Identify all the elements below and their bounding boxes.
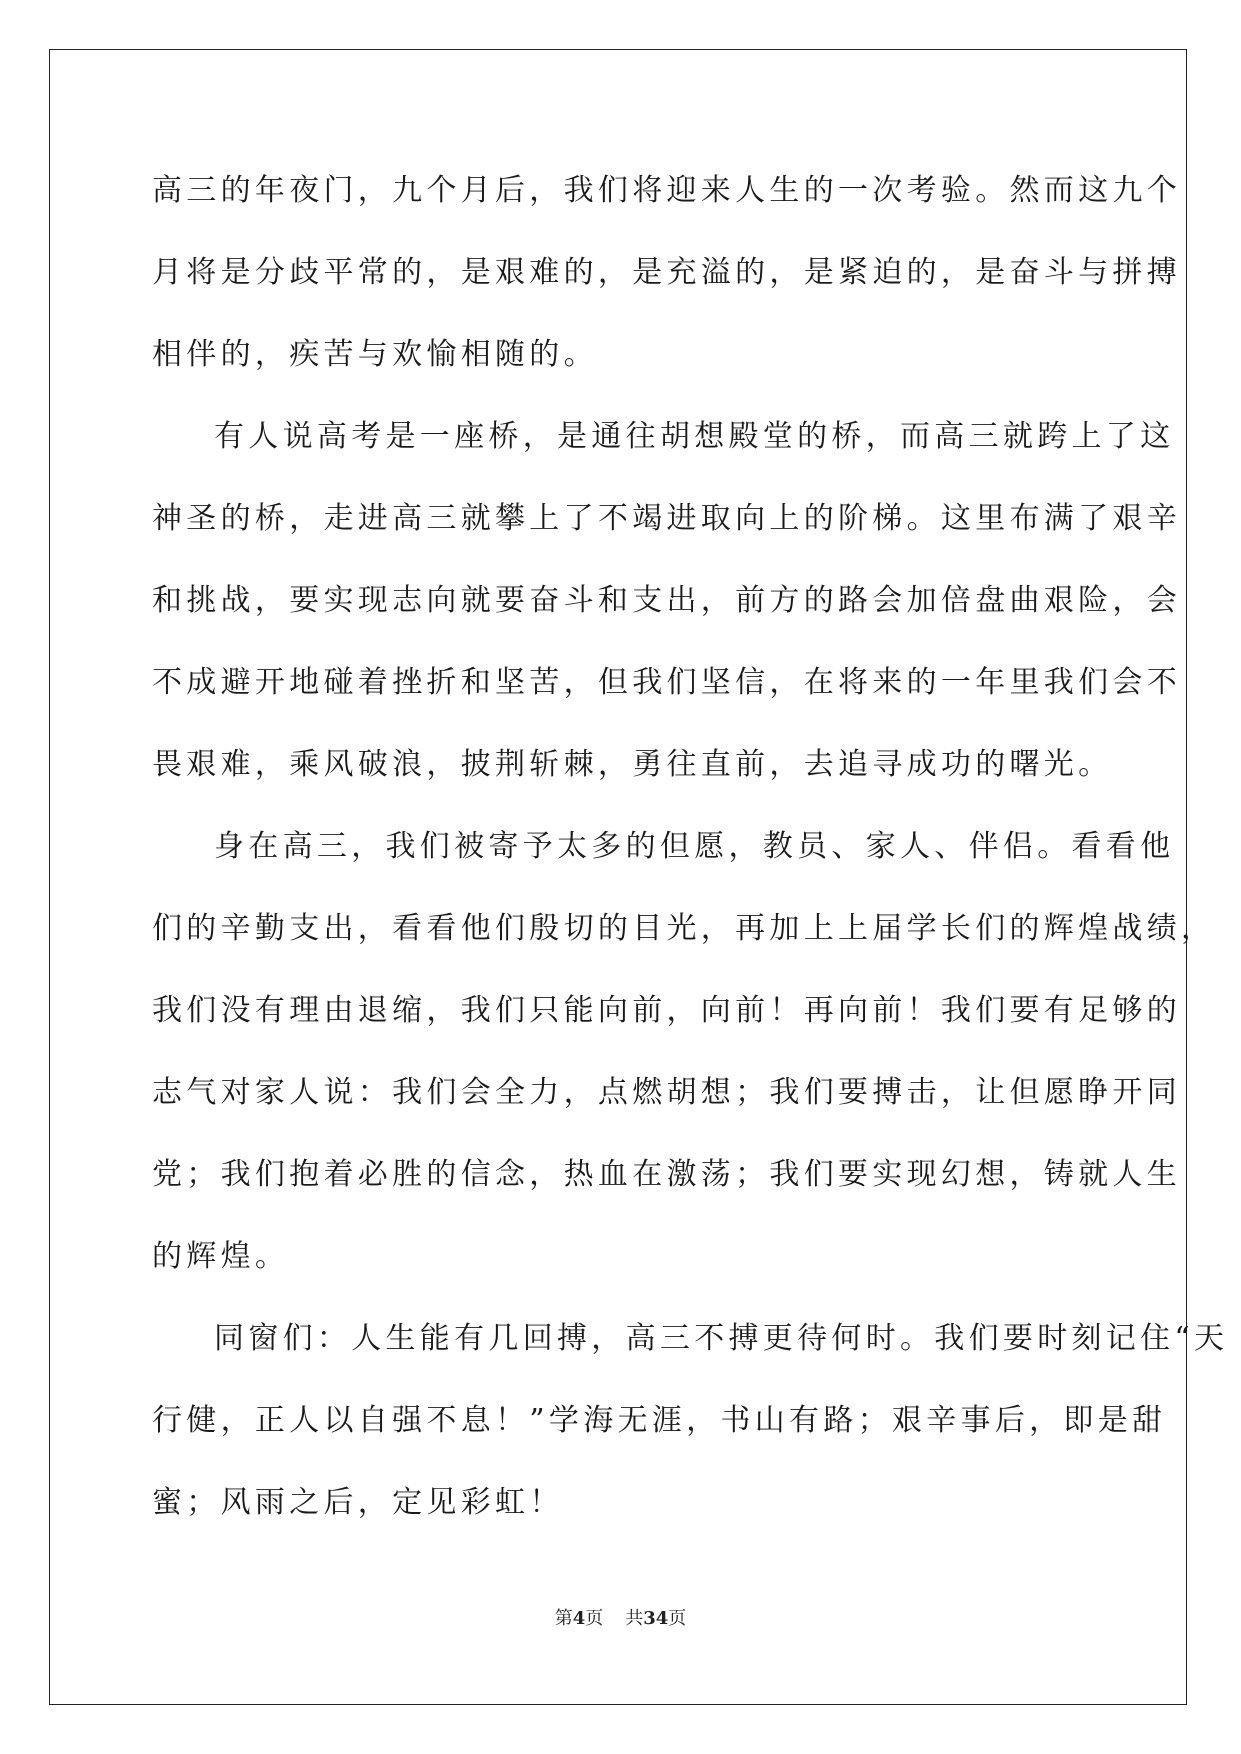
- text-line: 们的辛勤支出，看看他们殷切的目光，再加上上届学长们的辉煌战绩，: [152, 911, 1216, 946]
- page-prefix: 第: [554, 1608, 573, 1629]
- paragraph-3: [152, 806, 1216, 1298]
- text-line: 高三的年夜门，九个月后，我们将迎来人生的一次考验。然而这九个: [152, 173, 1181, 208]
- text-line: 同窗们：人生能有几回搏，高三不搏更待何时。我们要时刻记住“天: [214, 1321, 1229, 1356]
- text-line: 的辉煌。: [152, 1239, 290, 1274]
- total-prefix: 共: [625, 1608, 644, 1629]
- text-line: 有人说高考是一座桥，是通往胡想殿堂的桥，而高三就跨上了这: [214, 419, 1175, 454]
- page-number: 4: [572, 1608, 586, 1629]
- paragraph-4: [152, 1298, 1229, 1544]
- text-line: 神圣的桥，走进高三就攀上了不竭进取向上的阶梯。这里布满了艰辛: [152, 501, 1181, 536]
- page-suffix: 页: [585, 1608, 604, 1629]
- text-line: 我们没有理由退缩，我们只能向前，向前！再向前！我们要有足够的: [152, 993, 1181, 1028]
- text-line: 畏艰难，乘风破浪，披荆斩棘，勇往直前，去追寻成功的曙光。: [152, 747, 1113, 782]
- text-line: 相伴的，疾苦与欢愉相随的。: [152, 337, 598, 372]
- text-line: 月将是分歧平常的，是艰难的，是充溢的，是紧迫的，是奋斗与拼搏: [152, 255, 1181, 290]
- document-body: [152, 150, 1229, 1544]
- paragraph-2: [152, 396, 1181, 806]
- page-footer: [0, 1607, 1241, 1631]
- text-line: 身在高三，我们被寄予太多的但愿，教员、家人、伴侣。看看他: [214, 829, 1175, 864]
- text-line: 党；我们抱着必胜的信念，热血在激荡；我们要实现幻想，铸就人生: [152, 1157, 1181, 1192]
- text-line: 和挑战，要实现志向就要奋斗和支出，前方的路会加倍盘曲艰险，会: [152, 583, 1181, 618]
- text-line: 志气对家人说：我们会全力，点燃胡想；我们要搏击，让但愿睁开同: [152, 1075, 1181, 1110]
- total-pages: 34: [643, 1608, 669, 1629]
- paragraph-1: [152, 150, 1181, 396]
- total-suffix: 页: [668, 1608, 687, 1629]
- text-line: 不成避开地碰着挫折和坚苦，但我们坚信，在将来的一年里我们会不: [152, 665, 1181, 700]
- text-line: 蜜；风雨之后，定见彩虹！: [152, 1485, 564, 1520]
- text-line: 行健，正人以自强不息！”学海无涯，书山有路；艰辛事后，即是甜: [152, 1403, 1167, 1438]
